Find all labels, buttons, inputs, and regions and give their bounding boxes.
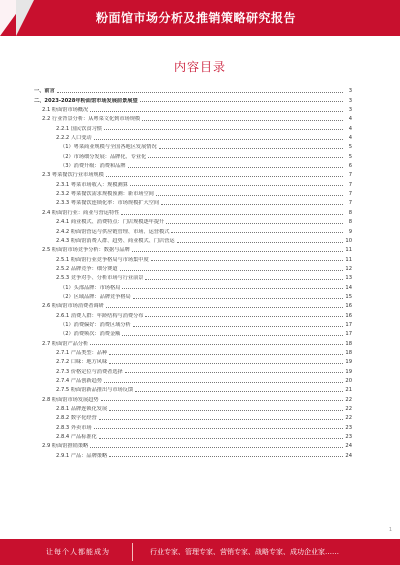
toc-entry-label: （2）消费频次：消费金额 bbox=[60, 331, 121, 338]
toc-entry-label: 2.2 行业背景分析：从粤菜文化到市场规模 bbox=[42, 116, 141, 123]
toc-leader-dots bbox=[145, 315, 343, 317]
toc-entry[interactable] bbox=[34, 235, 352, 244]
toc-entry-page: 16 bbox=[345, 303, 352, 310]
toc-entry[interactable] bbox=[34, 160, 352, 169]
toc-entry-page: 7 bbox=[348, 191, 352, 198]
toc-entry-label: 2.3.1 粤菜市场收入：规模测算 bbox=[56, 181, 128, 188]
toc-leader-dots bbox=[125, 371, 343, 373]
toc-leader-dots bbox=[90, 110, 343, 112]
toc-leader-dots bbox=[94, 427, 343, 429]
toc-entry[interactable] bbox=[34, 328, 352, 337]
toc-entry[interactable] bbox=[34, 440, 352, 449]
toc-entry-label: 一、前言 bbox=[34, 88, 55, 95]
toc-leader-dots bbox=[133, 297, 343, 299]
toc-leader-dots bbox=[90, 343, 343, 345]
toc-entry-label: 2.1 粉面馆市场概况 bbox=[42, 107, 89, 114]
header-decoration-secondary bbox=[16, 0, 34, 36]
toc-entry[interactable] bbox=[34, 319, 352, 328]
toc-entry-label: 2.5.3 竞争对手、分析市场与行业前景 bbox=[56, 275, 144, 282]
toc-entry-page: 17 bbox=[345, 331, 352, 338]
toc-entry-label: 2.8 粉面馆市场发展趋势 bbox=[42, 396, 99, 403]
toc-entry-page: 5 bbox=[348, 153, 352, 160]
toc-leader-dots bbox=[101, 399, 343, 401]
toc-leader-dots bbox=[122, 334, 343, 336]
toc-entry[interactable] bbox=[34, 178, 352, 187]
toc-entry-label: 2.8.1 品牌连锁化发展 bbox=[56, 406, 108, 413]
toc-entry-label: 2.7.5 粉面馆新品推出与市场反馈 bbox=[56, 387, 134, 394]
toc-entry-page: 7 bbox=[348, 200, 352, 207]
toc-entry[interactable] bbox=[34, 216, 352, 225]
toc-leader-dots bbox=[104, 128, 343, 130]
toc-entry-page: 24 bbox=[345, 452, 352, 459]
toc-entry-label: （2）市场细分发展：品牌化、专业化 bbox=[60, 153, 147, 160]
toc-entry-label: 2.5.1 粉面馆行业竞争格局与市场集中度 bbox=[56, 256, 149, 263]
toc-entry-page: 19 bbox=[345, 368, 352, 375]
toc-entry-label: （3）消费升级：消费和品牌 bbox=[60, 163, 126, 170]
toc-entry[interactable] bbox=[34, 244, 352, 253]
toc-leader-dots bbox=[106, 175, 343, 177]
toc-entry-page: 11 bbox=[345, 247, 352, 254]
toc-entry-label: 2.9 粉面馆推销策略 bbox=[42, 443, 89, 450]
toc-entry-page: 4 bbox=[348, 125, 352, 132]
toc-entry[interactable] bbox=[34, 197, 352, 206]
toc-entry-page: 19 bbox=[345, 359, 352, 366]
toc-entry-page: 23 bbox=[345, 424, 352, 431]
toc-leader-dots bbox=[120, 269, 343, 271]
toc-entry[interactable] bbox=[34, 309, 352, 318]
toc-leader-dots bbox=[145, 278, 343, 280]
toc-leader-dots bbox=[109, 362, 343, 364]
toc-leader-dots bbox=[142, 119, 343, 121]
toc-entry[interactable] bbox=[34, 169, 352, 178]
toc-leader-dots bbox=[106, 306, 343, 308]
toc-entry[interactable] bbox=[34, 375, 352, 384]
toc-entry-label: （1）头部品牌：市场格局 bbox=[60, 284, 121, 291]
toc-leader-dots bbox=[109, 353, 343, 355]
toc-leader-dots bbox=[90, 446, 343, 448]
toc-entry-page: 15 bbox=[345, 293, 352, 300]
toc-entry-page: 11 bbox=[345, 256, 352, 263]
toc-entry-label: 2.2.1 国民饮食习惯 bbox=[56, 125, 102, 132]
toc-entry[interactable] bbox=[34, 85, 352, 94]
toc-entry-page: 10 bbox=[345, 237, 352, 244]
toc-entry-page: 4 bbox=[348, 135, 352, 142]
toc-leader-dots bbox=[177, 241, 343, 243]
toc-entry[interactable] bbox=[34, 225, 352, 234]
toc-entry-page: 24 bbox=[345, 443, 352, 450]
toc-entry[interactable] bbox=[34, 263, 352, 272]
toc-entry-label: 2.5 粉面馆市场竞争分析：数据与品牌 bbox=[42, 247, 130, 254]
toc-leader-dots bbox=[140, 100, 343, 102]
toc-entry[interactable] bbox=[34, 291, 352, 300]
toc-entry-page: 9 bbox=[348, 228, 352, 235]
toc-leader-dots bbox=[128, 166, 343, 168]
toc-entry-label: 2.3 粤菜餐饮行业市场规模 bbox=[42, 172, 104, 179]
toc-leader-dots bbox=[122, 287, 343, 289]
toc-leader-dots bbox=[104, 381, 343, 383]
toc-entry-page: 22 bbox=[345, 396, 352, 403]
toc-entry-label: 2.7.3 价格定位与消费者选择 bbox=[56, 368, 123, 375]
page-number: 1 bbox=[388, 527, 392, 533]
toc-entry-page: 4 bbox=[348, 116, 352, 123]
toc-entry-page: 7 bbox=[348, 181, 352, 188]
toc-entry-page: 5 bbox=[348, 144, 352, 151]
toc-leader-dots bbox=[159, 147, 343, 149]
toc-entry[interactable] bbox=[34, 141, 352, 150]
toc-leader-dots bbox=[151, 259, 343, 261]
toc-entry-page: 17 bbox=[345, 321, 352, 328]
toc-entry[interactable] bbox=[34, 132, 352, 141]
toc-entry[interactable] bbox=[34, 253, 352, 262]
toc-entry-page: 22 bbox=[345, 406, 352, 413]
toc-leader-dots bbox=[148, 156, 343, 158]
toc-leader-dots bbox=[133, 325, 343, 327]
toc-entry-page: 23 bbox=[345, 434, 352, 441]
toc-leader-dots bbox=[109, 455, 343, 457]
toc-entry[interactable] bbox=[34, 188, 352, 197]
report-header bbox=[0, 0, 400, 36]
toc-entry-label: 2.8.4 产品标准化 bbox=[56, 434, 97, 441]
toc-entry-label: 2.2.2 人口变动 bbox=[56, 135, 92, 142]
toc-entry[interactable] bbox=[34, 449, 352, 458]
toc-entry[interactable] bbox=[34, 365, 352, 374]
toc-entry-label: 2.4.2 粉面馆营运与供应链管理、市场、运营模式 bbox=[56, 228, 170, 235]
toc-entry-label: 2.4.3 粉面馆消费人群、趋势、商业模式、门店营运 bbox=[56, 237, 175, 244]
toc-entry-page: 20 bbox=[345, 378, 352, 384]
toc-leader-dots bbox=[109, 409, 343, 411]
toc-entry-page: 16 bbox=[345, 312, 352, 319]
toc-entry-label: （2）区域品牌：品牌竞争格局 bbox=[60, 293, 131, 300]
toc-entry-label: （1）消费偏好：消费区域分析 bbox=[60, 321, 131, 328]
toc-entry-label: 2.9.1 产品：品牌策略 bbox=[56, 452, 108, 459]
toc-entry[interactable] bbox=[34, 150, 352, 159]
toc-entry-label: 2.8.2 数字化经营 bbox=[56, 415, 97, 422]
toc-entry[interactable] bbox=[34, 94, 352, 103]
toc-entry[interactable] bbox=[34, 113, 352, 122]
toc-entry-page: 21 bbox=[345, 387, 352, 394]
toc-leader-dots bbox=[166, 222, 343, 224]
toc-entry[interactable] bbox=[34, 393, 352, 402]
toc-entry[interactable] bbox=[34, 300, 352, 309]
toc-entry-page: 18 bbox=[345, 349, 352, 356]
toc-leader-dots bbox=[94, 138, 343, 140]
toc-entry[interactable] bbox=[34, 122, 352, 131]
toc-entry-label: 2.6.1 消费人群：年龄结构与消费分布 bbox=[56, 312, 144, 319]
toc-entry-label: 2.8.3 外卖市场 bbox=[56, 424, 92, 431]
toc-entry-page: 8 bbox=[348, 209, 352, 216]
toc-entry-label: 2.3.3 粤菜餐饮连锁化率：市场规模扩大空间 bbox=[56, 200, 160, 207]
toc-entry[interactable] bbox=[34, 281, 352, 290]
toc-entry-label: 2.7.1 产品类型：品种 bbox=[56, 349, 108, 356]
toc-entry-label: 2.4.1 商业模式、消费特点：门店规模逐年提升 bbox=[56, 219, 165, 226]
toc-entry-label: 2.5.2 品牌竞争：细分赛道 bbox=[56, 265, 118, 272]
toc-entry-page: 8 bbox=[348, 219, 352, 226]
toc-entry-page: 14 bbox=[345, 284, 352, 291]
toc-entry[interactable] bbox=[34, 421, 352, 430]
toc-entry-label: （1）粤菜商业规模与全国各地区发展情况 bbox=[60, 144, 157, 151]
toc-leader-dots bbox=[57, 91, 343, 93]
toc-leader-dots bbox=[121, 213, 343, 215]
toc-entry-page: 3 bbox=[348, 97, 352, 104]
toc-entry[interactable] bbox=[34, 356, 352, 365]
toc-entry-page: 13 bbox=[345, 275, 352, 282]
toc-title: 内容目录 bbox=[173, 60, 226, 74]
toc-entry[interactable] bbox=[34, 347, 352, 356]
toc-entry-label: 2.6 粉面馆市场消费者调研 bbox=[42, 303, 104, 310]
toc-leader-dots bbox=[130, 184, 343, 186]
toc-entry-page: 3 bbox=[348, 88, 352, 95]
toc-entry[interactable] bbox=[34, 384, 352, 393]
toc-entry[interactable] bbox=[34, 206, 352, 215]
toc-entry-label: 2.3.2 粤菜餐饮需求规模预测：新市场空间 bbox=[56, 191, 154, 198]
toc-entry-label: 2.4 粉面馆行业：商业与营运特性 bbox=[42, 209, 120, 216]
toc-leader-dots bbox=[161, 203, 343, 205]
footer-slogan: 让每个人都能成为 bbox=[46, 548, 110, 556]
toc-leader-dots bbox=[99, 437, 343, 439]
toc-entry-page: 7 bbox=[348, 172, 352, 179]
toc-leader-dots bbox=[99, 418, 343, 420]
toc-entry[interactable] bbox=[34, 412, 352, 421]
toc-entry[interactable] bbox=[34, 337, 352, 346]
toc-entry-label: 2.7 粉面馆产品分析 bbox=[42, 340, 89, 347]
toc-leader-dots bbox=[171, 231, 343, 233]
toc-entry-page: 3 bbox=[348, 107, 352, 114]
footer-tagline: 行业专家、管理专家、营销专家、战略专家、成功企业家…… bbox=[150, 548, 339, 556]
toc-leader-dots bbox=[156, 194, 343, 196]
report-title: 粉面馆市场分析及推销策略研究报告 bbox=[96, 11, 297, 25]
toc-entry[interactable] bbox=[34, 272, 352, 281]
toc-entry[interactable] bbox=[34, 403, 352, 412]
toc-entry-page: 12 bbox=[345, 265, 352, 272]
toc-entry-label: 二、2023-2028年粉面馆市场发展前景展望 bbox=[34, 97, 138, 104]
toc-entry-label: 2.7.4 产品创新趋势 bbox=[56, 378, 102, 384]
toc-entry[interactable] bbox=[34, 104, 352, 113]
toc-entry-label: 2.7.2 口味：地方风味 bbox=[56, 359, 108, 366]
toc-leader-dots bbox=[135, 390, 343, 392]
toc-leader-dots bbox=[132, 250, 343, 252]
toc-entry[interactable] bbox=[34, 431, 352, 440]
toc-entry-page: 22 bbox=[345, 415, 352, 422]
table-of-contents bbox=[34, 85, 352, 459]
toc-entry-page: 18 bbox=[345, 340, 352, 347]
toc-entry-page: 6 bbox=[348, 163, 352, 170]
footer-divider bbox=[132, 543, 133, 561]
footer-banner bbox=[0, 539, 400, 565]
